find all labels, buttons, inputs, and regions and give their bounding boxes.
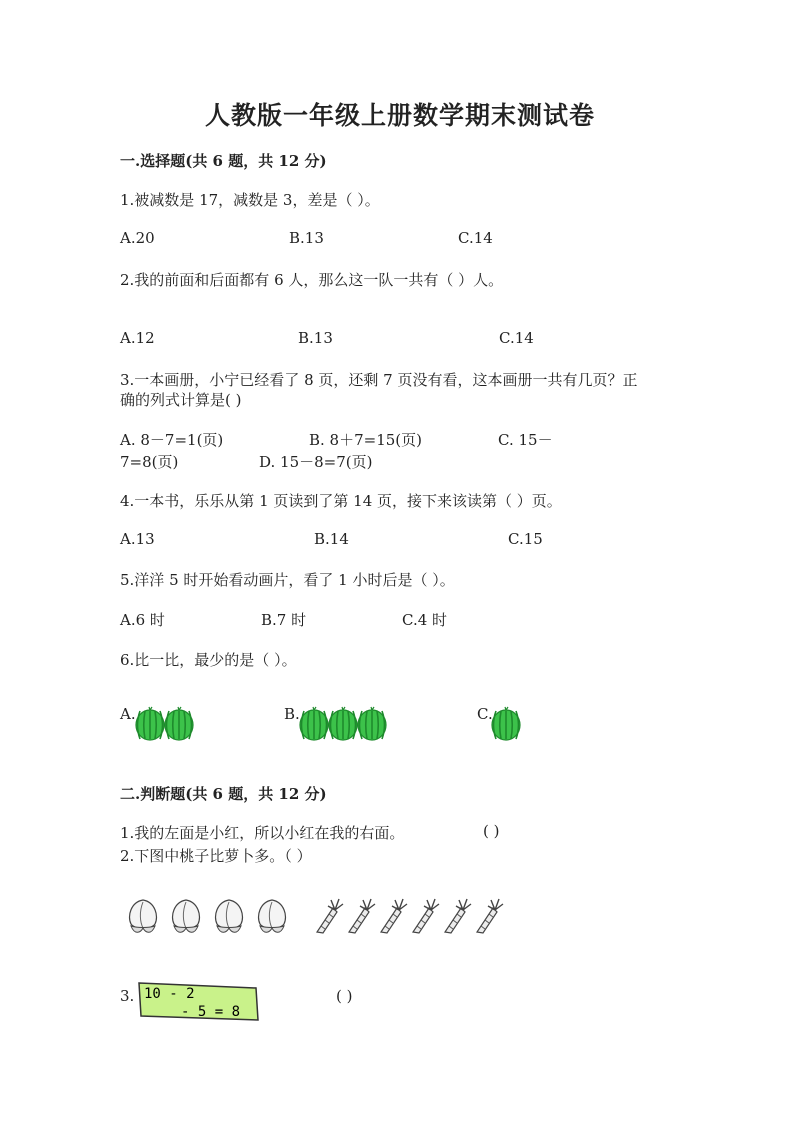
judge-1: 1.我的左面是小红，所以小红在我的右面。 xyxy=(120,824,405,842)
q4-option-c: C.15 xyxy=(508,530,543,548)
q6-option-a: A. xyxy=(120,705,136,723)
q6-option-b: B. xyxy=(284,705,300,723)
question-4: 4.一本书，乐乐从第 1 页读到了第 14 页，接下来该读第（ ）页。 xyxy=(120,492,562,510)
q3-option-b: B. 8＋7=15(页) xyxy=(309,431,423,449)
q4-option-b: B.14 xyxy=(314,530,349,548)
carrot-icon xyxy=(445,899,471,933)
q3-option-c-cont: 7=8(页) xyxy=(120,453,179,471)
q2-option-c: C.14 xyxy=(499,329,534,347)
judge-3: 3. xyxy=(120,987,135,1005)
peach-icon xyxy=(259,900,286,932)
watermelon-icon xyxy=(300,707,328,740)
peach-icon xyxy=(130,900,157,932)
q1-option-a: A.20 xyxy=(120,229,155,247)
watermelon-icon xyxy=(358,707,386,740)
q1-option-b: B.13 xyxy=(289,229,324,247)
carrot-icon xyxy=(317,899,343,933)
page-title: 人教版一年级上册数学期末测试卷 xyxy=(204,101,595,130)
carrot-icon xyxy=(413,899,439,933)
peach-icon xyxy=(216,900,243,932)
carrot-icon xyxy=(349,899,375,933)
q3-option-c: C. 15－ xyxy=(498,431,553,449)
carrot-icon xyxy=(381,899,407,933)
equation-card-line1: 10 - 2 xyxy=(144,986,195,1002)
question-1: 1.被减数是 17，减数是 3，差是（ ）。 xyxy=(120,191,380,209)
section-judge-title: 二.判断题(共 6 题，共 12 分) xyxy=(120,785,327,803)
q5-option-a: A.6 时 xyxy=(120,611,165,629)
question-2: 2.我的前面和后面都有 6 人，那么这一队一共有（ ）人。 xyxy=(120,271,504,289)
watermelon-icon xyxy=(492,707,520,740)
judge-2: 2.下图中桃子比萝卜多。（ ） xyxy=(120,847,312,865)
q5-option-b: B.7 时 xyxy=(261,611,307,629)
judge-1-paren: ( ) xyxy=(483,822,500,840)
q2-option-b: B.13 xyxy=(298,329,333,347)
question-3-line1: 3.一本画册，小宁已经看了 8 页，还剩 7 页没有看，这本画册一共有几页？正 xyxy=(120,371,638,389)
watermelon-icon xyxy=(165,707,193,740)
judge-3-paren: ( ) xyxy=(336,987,353,1005)
q1-option-c: C.14 xyxy=(458,229,493,247)
carrot-icon xyxy=(477,899,503,933)
section-choice-title: 一.选择题(共 6 题，共 12 分) xyxy=(120,152,327,170)
peach-icon xyxy=(173,900,200,932)
watermelon-icon xyxy=(329,707,357,740)
q4-option-a: A.13 xyxy=(120,530,155,548)
equation-card-line2: - 5 = 8 xyxy=(181,1004,241,1020)
q3-option-a: A. 8－7=1(页) xyxy=(120,431,224,449)
q5-option-c: C.4 时 xyxy=(402,611,448,629)
equation-card xyxy=(137,981,261,1023)
q2-option-a: A.12 xyxy=(120,329,155,347)
question-6: 6.比一比，最少的是（ ）。 xyxy=(120,651,297,669)
q6-option-c: C. xyxy=(477,705,493,723)
question-5: 5.洋洋 5 时开始看动画片，看了 1 小时后是（ ）。 xyxy=(120,571,455,589)
q3-option-d: D. 15－8=7(页) xyxy=(259,453,373,471)
question-3-line2: 确的列式计算是( ) xyxy=(120,391,242,409)
watermelon-icon xyxy=(136,707,164,740)
